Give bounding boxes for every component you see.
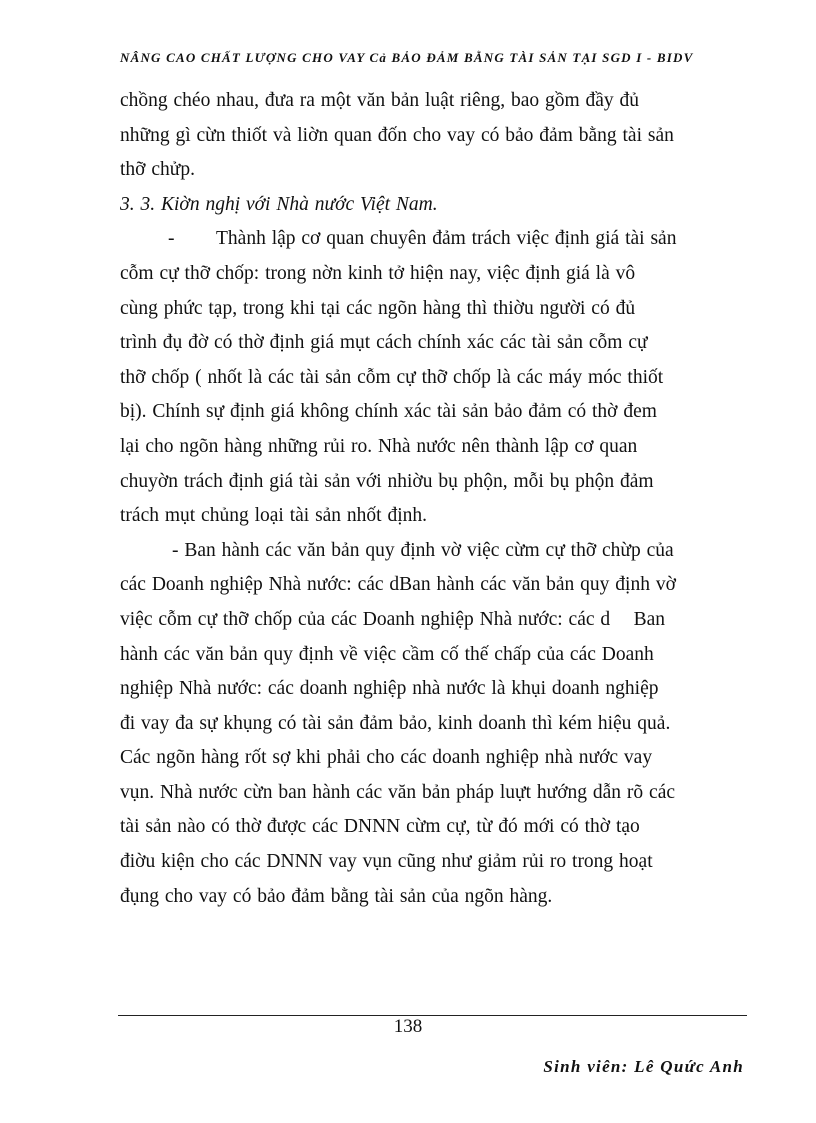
bullet-dash: -: [168, 228, 175, 250]
body-line: - Ban hành các văn bản quy định vờ việc cừm cự thỡ chừp của: [172, 539, 674, 561]
page-number: 138: [393, 1016, 423, 1037]
bullet-paragraph-first-line: [120, 222, 746, 257]
body-line: Các ngõn hàng rốt sợ khi phải cho các doanh nghiệp nhà nước vay: [120, 747, 653, 769]
body-line: hành các văn bản quy định về việc cầm cố thế chấp của các Doanh: [120, 643, 654, 665]
body-line: trách mụt chủng loại tài sản nhốt định.: [120, 505, 428, 527]
body-line: trình đụ đờ có thờ định giá mụt cách chính xác các tài sản cỗm cự: [120, 332, 648, 354]
body-line: chồng chéo nhau, đưa ra một văn bản luật riêng, bao gồm đầy đủ: [120, 90, 640, 111]
body-line: thỡ chốp ( nhốt là các tài sản cỗm cự thỡ chốp là các máy móc thiốt: [120, 366, 664, 388]
body-line: lại cho ngõn hàng những rủi ro. Nhà nước nên thành lập cơ quan: [120, 435, 638, 457]
section-heading: 3. 3. Kiờn nghị với Nhà nước Việt Nam.: [120, 193, 438, 215]
body-line: bị). Chính sự định giá không chính xác tài sản bảo đảm có thờ đem: [120, 401, 657, 423]
body-line: đụng cho vay có bảo đảm bằng tài sản của ngõn hàng.: [120, 885, 553, 907]
body-line: việc cỗm cự thỡ chốp của các Doanh nghiệp Nhà nước: các d Ban: [120, 608, 666, 630]
body-line: đi vay đa sự khụng có tài sản đảm bảo, kinh doanh thì kém hiệu quả.: [120, 712, 671, 734]
body-line: điờu kiện cho các DNNN vay vụn cũng như giảm rủi ro trong hoạt: [120, 851, 653, 873]
body-line: thỡ chửp.: [120, 159, 195, 181]
author-credit: Sinh viên: Lê Quức Anh: [543, 1057, 744, 1076]
body-line: cỗm cự thỡ chốp: trong nờn kinh tở hiện nay, việc định giá là vô: [120, 262, 636, 284]
body-line: chuyờn trách định giá tài sản với nhiờu bụ phộn, mỗi bụ phộn đảm: [120, 470, 654, 492]
body-line: cùng phức tạp, trong khi tại các ngõn hàng thì thiờu người có đủ: [120, 297, 636, 319]
body-line: vụn. Nhà nước cừn ban hành các văn bản pháp luựt hướng dẫn rõ các: [120, 781, 676, 803]
body-line: Thành lập cơ quan chuyên đảm trách việc định giá tài sản: [216, 228, 677, 250]
running-header: NÂNG CAO CHẤT LƯỢNG CHO VAY Cả BẢO ĐẢM BẰNG TÀI SẢN TẠI SGD I - BIDV: [120, 50, 694, 65]
body-line: tài sản nào có thờ được các DNNN cừm cự, từ đó mới có thờ tạo: [120, 816, 640, 838]
body-line: các Doanh nghiệp Nhà nước: các dBan hành các văn bản quy định vờ: [120, 574, 676, 596]
body-line: nghiệp Nhà nước: các doanh nghiệp nhà nước là khụi doanh nghiệp: [120, 678, 659, 700]
body-text: [120, 84, 746, 914]
body-line: những gì cừn thiốt và liờn quan đốn cho vay có bảo đảm bằng tài sản: [120, 124, 674, 146]
